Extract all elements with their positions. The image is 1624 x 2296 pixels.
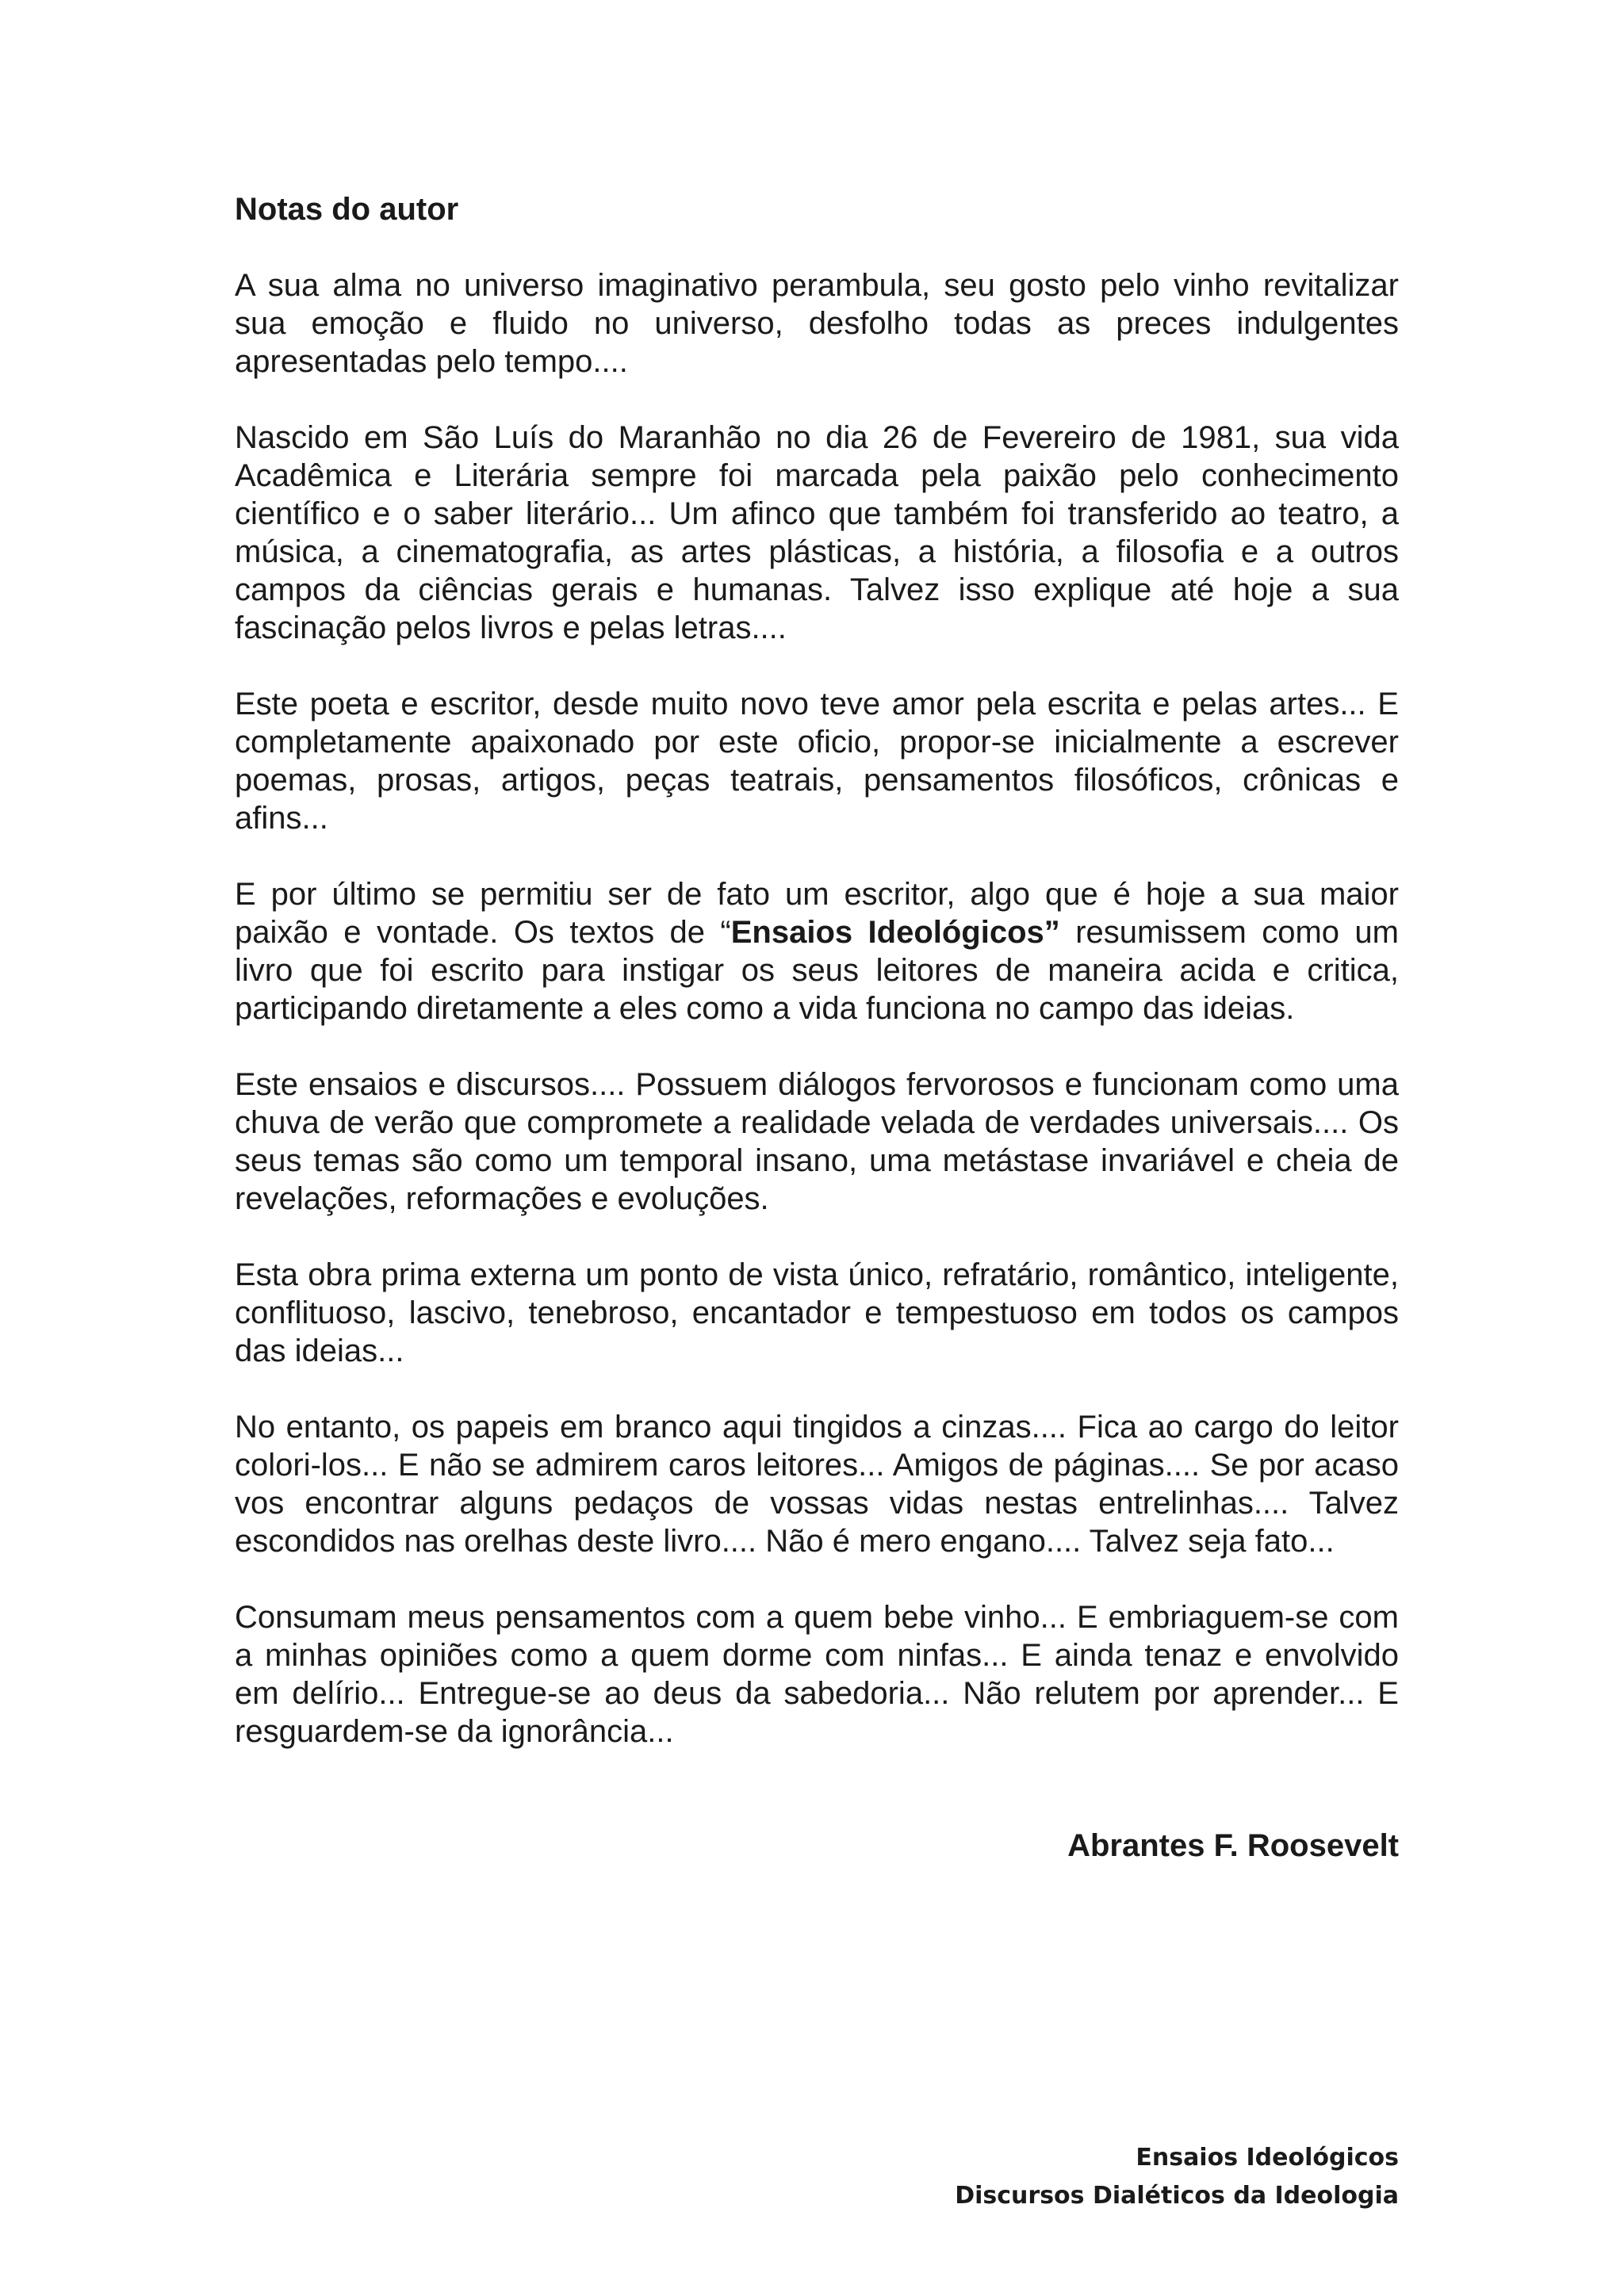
paragraph-6: Esta obra prima externa um ponto de vista único, refratário, romântico, inteligente, conflituoso, lascivo, tenebroso, encantador e tempestuoso em todos os campos das ideias... bbox=[235, 1257, 1399, 1368]
page-title: Notas do autor bbox=[235, 192, 459, 227]
footer-book-subtitle: Discursos Dialéticos da Ideologia bbox=[955, 2182, 1399, 2210]
footer-book-title: Ensaios Ideológicos bbox=[1136, 2144, 1399, 2172]
paragraph-2: Nascido em São Luís do Maranhão no dia 26 de Fevereiro de 1981, sua vida Acadêmica e Literária sempre foi marcada pela paixão pelo conhecimento científico e o saber literário... Um afinco que também foi transferido ao teatro, a música, a cinematografia, as artes plásticas, a história, a filosofia e a outros campos da ciências gerais e humanas. Talvez isso explique até hoje a sua fascinação pelos livros e pelas letras.... bbox=[235, 420, 1399, 645]
author-signature: Abrantes F. Roosevelt bbox=[1067, 1828, 1399, 1863]
paragraph-1: A sua alma no universo imaginativo perambula, seu gosto pelo vinho revitalizar sua emoção e fluido no universo, desfolho todas as preces indulgentes apresentadas pelo tempo.... bbox=[235, 268, 1399, 379]
paragraph-7: No entanto, os papeis em branco aqui tingidos a cinzas.... Fica ao cargo do leitor colori-los... E não se admirem caros leitores... Amigos de páginas.... Se por acaso vos encontrar alguns pedaços de vossas vidas nestas entrelinhas.... Talvez escondidos nas orelhas deste livro.... Não é mero engano.... Talvez seja fato... bbox=[235, 1410, 1399, 1559]
page-footer bbox=[955, 2139, 1399, 2215]
paragraph-4 bbox=[235, 875, 1399, 1027]
paragraph-5: Este ensaios e discursos.... Possuem diálogos fervorosos e funcionam como uma chuva de verão que compromete a realidade velada de verdades universais.... Os seus temas são como um temporal insano, uma metástase invariável e cheia de revelações, reformações e evoluções. bbox=[235, 1067, 1399, 1216]
page-content bbox=[235, 190, 1399, 1865]
paragraph-4-after: resumissem como um livro que foi escrito para instigar os seus leitores de maneira acida e critica, participando diretamente a eles como a vida funciona no campo das ideias. bbox=[235, 915, 1399, 1026]
paragraph-8: Consumam meus pensamentos com a quem bebe vinho... E embriaguem-se com a minhas opiniões como a quem dorme com ninfas... E ainda tenaz e envolvido em delírio... Entregue-se ao deus da sabedoria... Não relutem por aprender... E resguardem-se da ignorância... bbox=[235, 1600, 1399, 1749]
paragraph-4-before: E por último se permitiu ser de fato um escritor, algo que é hoje a sua maior paixão e vontade. Os textos de “ bbox=[235, 877, 1399, 950]
paragraph-3: Este poeta e escritor, desde muito novo teve amor pela escrita e pelas artes... E completamente apaixonado por este oficio, propor-se inicialmente a escrever poemas, prosas, artigos, peças teatrais, pensamentos filosóficos, crônicas e afins... bbox=[235, 687, 1399, 836]
book-title-emphasis: Ensaios Ideológicos” bbox=[730, 915, 1060, 950]
